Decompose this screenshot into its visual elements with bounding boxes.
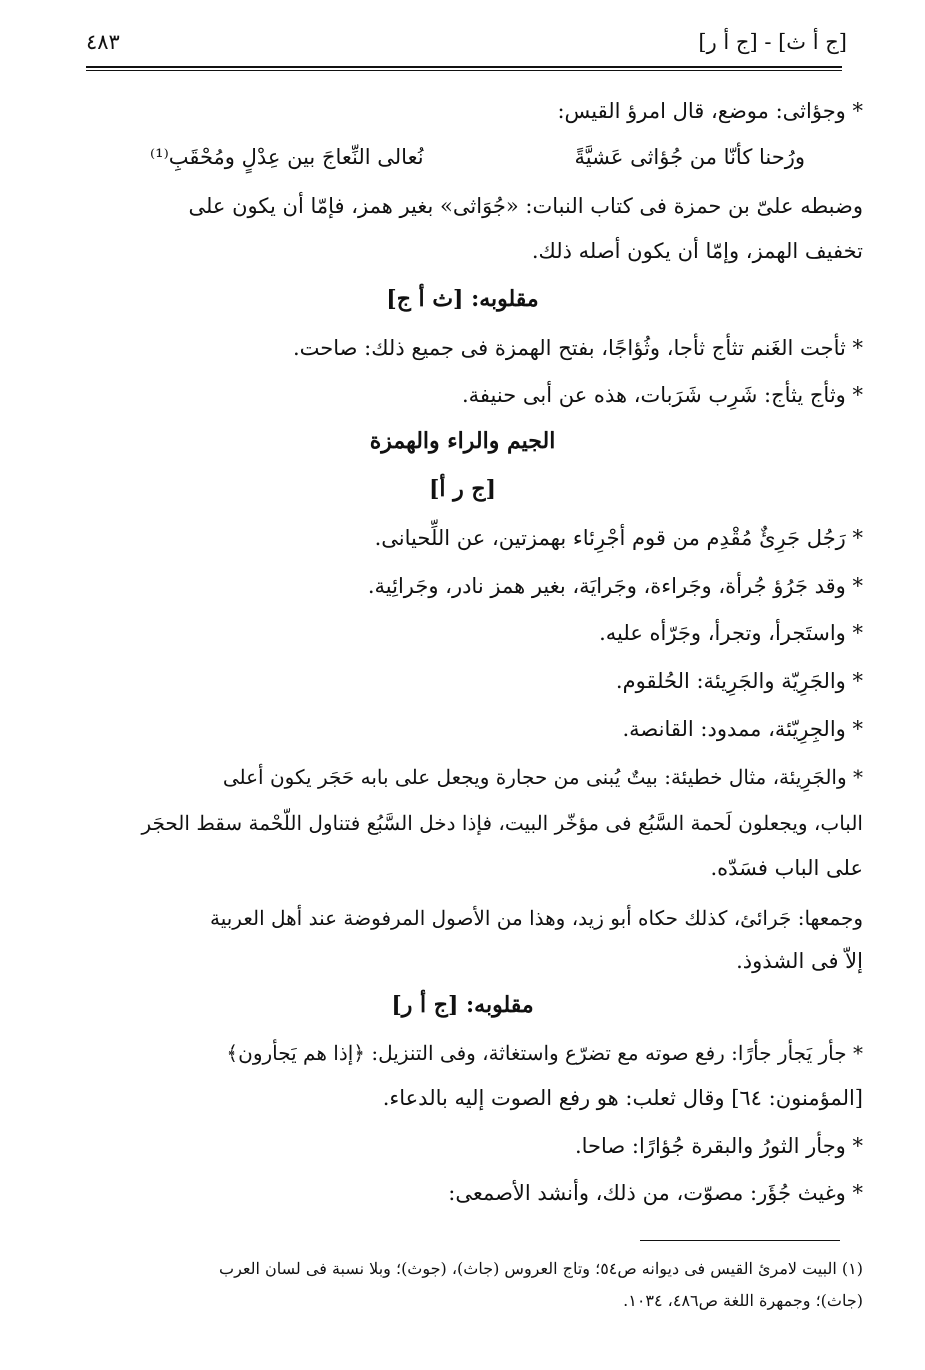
entry-line: * وجؤاثى: موضع، قال امرؤ القيس: (557, 99, 863, 123)
footnote-line: (١) البيت لامرئ القيس فى ديوانه ص٥٤؛ وتاج العروس (جاث)، (جوث)؛ وبلا نسبة فى لسان العرب (219, 1259, 863, 1278)
footnote-rule (640, 1240, 840, 1241)
footnote-line: (جاث)؛ وجمهرة اللغة ص٤٨٦، ١٠٣٤. (623, 1291, 863, 1310)
entry-line: على الباب فسَدّه. (710, 856, 863, 880)
verse-second-hemistich: نُعالى النِّعاجَ بين عِدْلٍ ومُحْقَبِ⁽¹⁾ (150, 145, 424, 169)
entry-line: * والجِرِيّئة، ممدود: القانصة. (622, 717, 863, 741)
entry-line: * وجأر الثورُ والبقرة جُؤارًا: صاحا. (574, 1134, 863, 1158)
entry-line: * وقد جَرُؤ جُرأة، وجَراءة، وجَرايَة، بغير همز نادر، وجَرائِية. (367, 574, 863, 598)
root-heading: [ج ر أ] (428, 476, 497, 502)
entry-line: الباب، ويجعلون لَحمة السَّبُع فى مؤخّر البيت، فإذا دخل السَّبُع فتناول اللّحْمة سقط الحجَر (141, 811, 863, 835)
entry-line: * والجَرِيئة، مثال خطيئة: بيتٌ يُبنى من حجارة ويجعل على بابه حَجَر يكون أعلى (222, 765, 863, 789)
header-rule-thick (86, 66, 842, 68)
header-rule-thin (86, 70, 842, 71)
entry-line: [المؤمنون: ٦٤] وقال ثعلب: هو رفع الصوت إليه بالدعاء. (382, 1086, 863, 1110)
header-roots: [ج أ ث] - [ج أ ر] (698, 30, 847, 54)
entry-line: * ثأجت الغَنم تثأج ثأجا، وثُؤاجًا، بفتح الهمزة فى جميع ذلك: صاحت. (292, 336, 863, 360)
entry-line: وجمعها: جَرائئ، كذلك حكاه أبو زيد، وهذا من الأصول المرفوضة عند أهل العربية (209, 906, 863, 930)
entry-line: * وثأج يثأج: شَرِب شَرَبات، هذه عن أبى حنيفة. (462, 383, 863, 407)
entry-line: * وغيث جُؤَر: مصوّت، من ذلك، وأنشد الأصمعى: (448, 1181, 863, 1205)
section-heading: مقلوبه: [ث أ ج] (386, 286, 539, 312)
entry-line: * جأر يَجأر جأرًا: رفع صوته مع تضرّع واستغاثة، وفى التنزيل: ﴿إذا هم يَجأرون﴾ (226, 1041, 863, 1065)
chapter-heading: الجيم والراء والهمزة (369, 428, 556, 454)
section-heading: مقلوبه: [ج أ ر] (391, 992, 534, 1018)
entry-line: * واستَجرأ، وتجرأ، وجَرّأه عليه. (599, 621, 863, 645)
entry-line: * رَجُل جَرِئٌ مُقْدِم من قوم أجْرِئاء بهمزتين، عن اللِّحيانى. (374, 526, 863, 550)
entry-line: وضبطه علىّ بن حمزة فى كتاب النبات: «جُوَاثى» بغير همز، فإمّا أن يكون على (188, 194, 863, 218)
page-number: ٤٨٣ (86, 30, 120, 54)
entry-line: تخفيف الهمز، وإمّا أن يكون أصله ذلك. (531, 239, 863, 263)
verse-first-hemistich: ورُحنا كأنّا من جُؤاثى عَشيَّةً (574, 145, 805, 169)
entry-line: * والجَرِيّة والجَرِيئة: الحُلقوم. (615, 669, 863, 693)
entry-line: إلاّ فى الشذوذ. (736, 949, 863, 973)
